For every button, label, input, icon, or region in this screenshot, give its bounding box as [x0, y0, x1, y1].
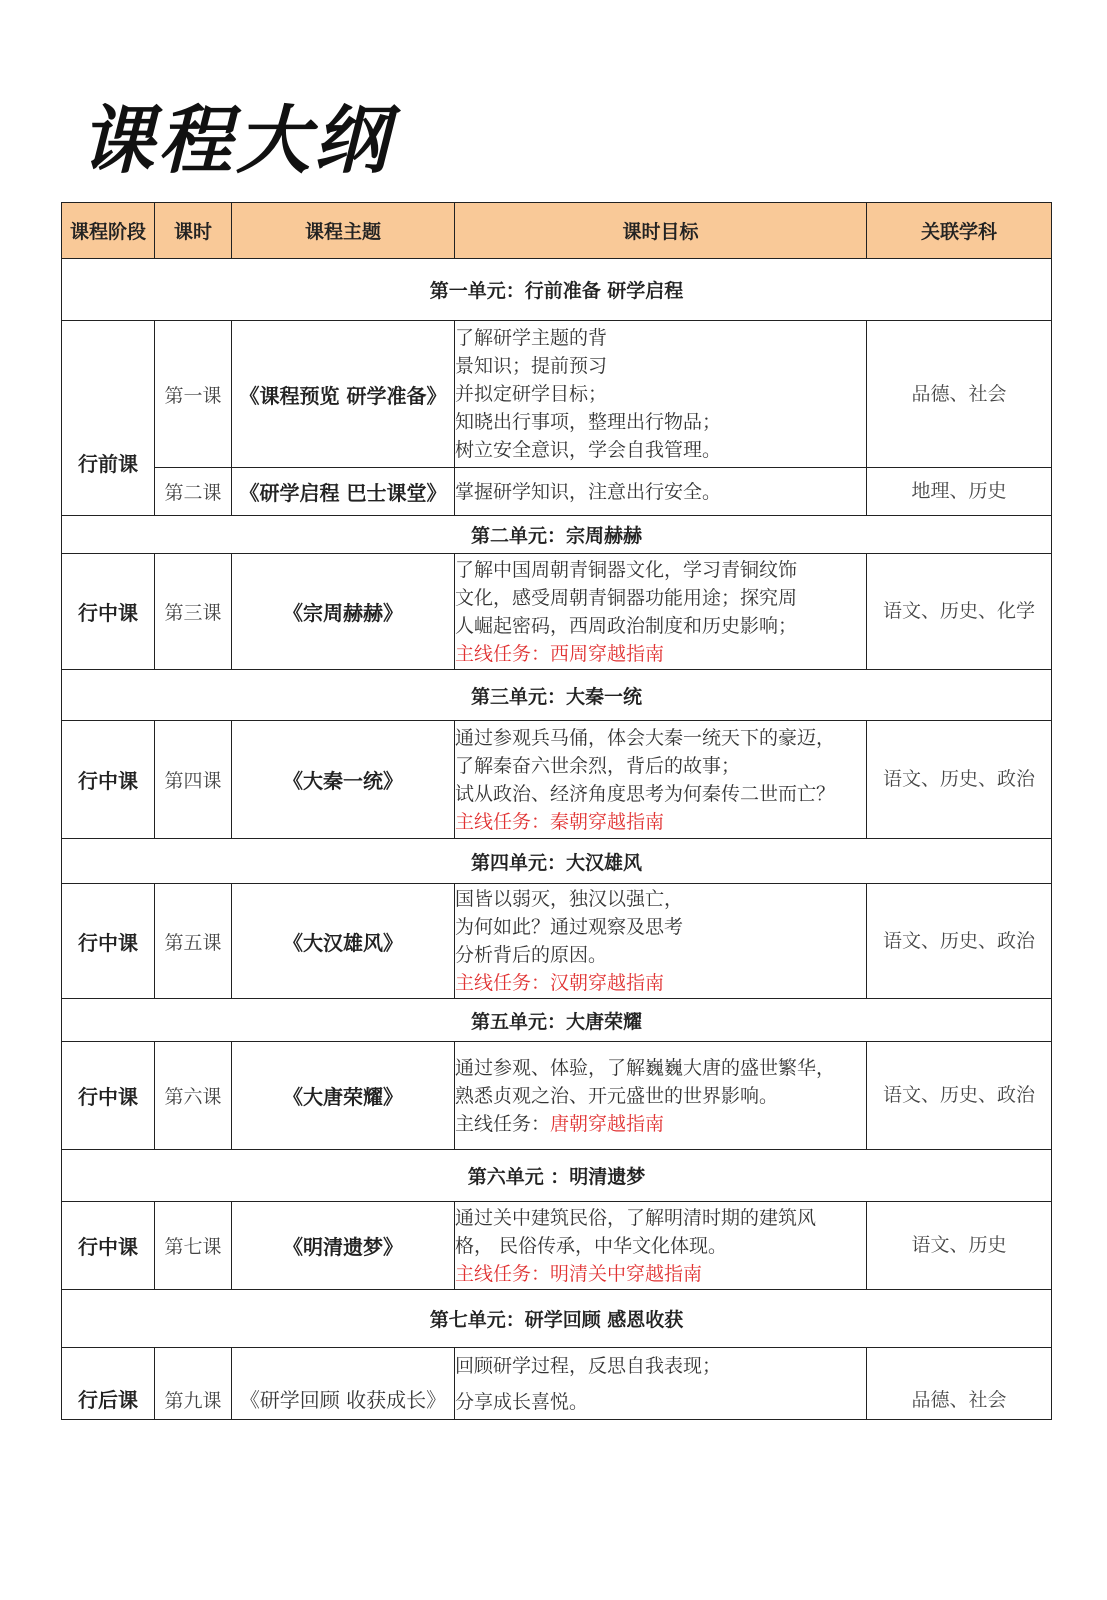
lesson-cell: 第九课 — [155, 1348, 232, 1420]
goal-cell — [455, 1202, 867, 1290]
goal-cell — [455, 321, 867, 468]
lesson-cell: 第四课 — [155, 721, 232, 839]
lesson-cell: 第三课 — [155, 554, 232, 670]
stage-cell: 行中课 — [62, 554, 155, 670]
table-row — [62, 554, 1052, 670]
goal-line: 掌握研学知识，注意出行安全。 — [455, 480, 722, 503]
main-task-value: 明清关中穿越指南 — [550, 1262, 703, 1285]
goal-line: 了解秦奋六世余烈，背后的故事； — [455, 754, 741, 777]
stage-cell: 行中课 — [62, 1202, 155, 1290]
main-task — [455, 640, 866, 668]
subject-cell: 语文、历史、化学 — [867, 554, 1052, 670]
main-task — [455, 969, 866, 997]
goal-line: 通过参观兵马俑，体会大秦一统天下的豪迈， — [455, 726, 836, 749]
goal-line: 国皆以弱灭，独汉以强亡， — [455, 888, 684, 910]
header-lesson: 课时 — [155, 203, 232, 259]
main-task-value: 西周穿越指南 — [550, 642, 665, 665]
goal-cell — [455, 721, 867, 839]
lesson-cell: 第二课 — [155, 468, 232, 516]
topic-cell: 《研学回顾 收获成长》 — [232, 1348, 455, 1420]
lesson-cell: 第一课 — [155, 321, 232, 468]
main-task-label: 主线任务： — [455, 972, 551, 994]
subject-cell: 语文、历史、政治 — [867, 721, 1052, 839]
table-row — [62, 1042, 1052, 1150]
topic-cell: 《研学启程 巴士课堂》 — [232, 468, 455, 516]
subject-cell: 地理、历史 — [867, 468, 1052, 516]
main-task — [455, 1110, 866, 1138]
table-row — [62, 468, 1052, 516]
unit-title: 第五单元：大唐荣耀 — [62, 999, 1052, 1042]
header-topic: 课程主题 — [232, 203, 455, 259]
main-task-value: 唐朝穿越指南 — [550, 1112, 665, 1135]
subject-cell: 语文、历史、政治 — [867, 1042, 1052, 1150]
syllabus-table — [61, 202, 1052, 1420]
unit-title: 第一单元：行前准备 研学启程 — [62, 259, 1052, 321]
main-task-label: 主线任务： — [455, 1262, 551, 1285]
subject-cell: 品德、社会 — [867, 1348, 1052, 1420]
unit-title: 第七单元：研学回顾 感恩收获 — [62, 1290, 1052, 1348]
main-task-value: 秦朝穿越指南 — [550, 810, 665, 833]
goal-line: 试从政治、经济角度思考为何秦传二世而亡？ — [455, 782, 836, 805]
goal-line: 树立安全意识，学会自我管理。 — [455, 439, 722, 461]
table-row — [62, 1202, 1052, 1290]
table-row — [62, 884, 1052, 999]
subject-cell: 品德、社会 — [867, 321, 1052, 468]
stage-cell: 行前课 — [62, 321, 155, 516]
header-goal: 课时目标 — [455, 203, 867, 259]
main-task-label: 主线任务： — [455, 642, 551, 665]
stage-cell: 行中课 — [62, 1042, 155, 1150]
unit-row — [62, 259, 1052, 321]
goal-line: 为何如此？通过观察及思考 — [455, 916, 684, 938]
stage-cell: 行中课 — [62, 721, 155, 839]
page-title: 课程大纲 — [80, 98, 392, 184]
header-row — [62, 203, 1052, 259]
goal-line: 分享成长喜悦。 — [455, 1390, 589, 1413]
goal-cell — [455, 1348, 867, 1420]
unit-title: 第二单元：宗周赫赫 — [62, 516, 1052, 554]
goal-line: 熟悉贞观之治、开元盛世的世界影响。 — [455, 1084, 779, 1107]
unit-row — [62, 670, 1052, 721]
subject-cell: 语文、历史、政治 — [867, 884, 1052, 999]
goal-cell — [455, 468, 867, 516]
goal-line: 人崛起密码，西周政治制度和历史影响； — [455, 614, 798, 637]
table-row — [62, 721, 1052, 839]
lesson-cell: 第七课 — [155, 1202, 232, 1290]
topic-cell: 《宗周赫赫》 — [232, 554, 455, 670]
goal-cell — [455, 1042, 867, 1150]
topic-cell: 《大唐荣耀》 — [232, 1042, 455, 1150]
unit-title: 第六单元 ：明清遗梦 — [62, 1150, 1052, 1202]
topic-cell: 《大汉雄风》 — [232, 884, 455, 999]
goal-line: 格， 民俗传承，中华文化体现。 — [455, 1234, 728, 1257]
goal-line: 知晓出行事项，整理出行物品； — [455, 411, 722, 433]
unit-row — [62, 1290, 1052, 1348]
main-task — [455, 1260, 866, 1288]
unit-row — [62, 1150, 1052, 1202]
lesson-cell: 第六课 — [155, 1042, 232, 1150]
goal-line: 并拟定研学目标； — [455, 383, 608, 405]
unit-row — [62, 516, 1052, 554]
goal-line: 分析背后的原因。 — [455, 944, 608, 966]
unit-title: 第三单元：大秦一统 — [62, 670, 1052, 721]
topic-cell: 《明清遗梦》 — [232, 1202, 455, 1290]
table-row — [62, 321, 1052, 468]
main-task-value: 汉朝穿越指南 — [550, 972, 665, 994]
unit-row — [62, 839, 1052, 884]
unit-row — [62, 999, 1052, 1042]
goal-line: 回顾研学过程，反思自我表现； — [455, 1354, 722, 1377]
goal-line: 通过关中建筑民俗，了解明清时期的建筑风 — [455, 1206, 817, 1229]
main-task — [455, 808, 866, 836]
main-task-label: 主线任务： — [455, 1112, 551, 1135]
goal-line: 景知识；提前预习 — [455, 355, 608, 377]
goal-line: 文化，感受周朝青铜器功能用途；探究周 — [455, 586, 798, 609]
topic-cell: 《大秦一统》 — [232, 721, 455, 839]
lesson-cell: 第五课 — [155, 884, 232, 999]
topic-cell: 《课程预览 研学准备》 — [232, 321, 455, 468]
header-subject: 关联学科 — [867, 203, 1052, 259]
unit-title: 第四单元：大汉雄风 — [62, 839, 1052, 884]
main-task-label: 主线任务： — [455, 810, 551, 833]
goal-cell — [455, 884, 867, 999]
goal-line: 了解中国周朝青铜器文化，学习青铜纹饰 — [455, 558, 798, 581]
stage-cell: 行后课 — [62, 1348, 155, 1420]
goal-cell — [455, 554, 867, 670]
header-stage: 课程阶段 — [62, 203, 155, 259]
table-row — [62, 1348, 1052, 1420]
goal-line: 了解研学主题的背 — [455, 327, 608, 349]
subject-cell: 语文、历史 — [867, 1202, 1052, 1290]
stage-cell: 行中课 — [62, 884, 155, 999]
goal-line: 通过参观、体验，了解巍巍大唐的盛世繁华， — [455, 1056, 836, 1079]
